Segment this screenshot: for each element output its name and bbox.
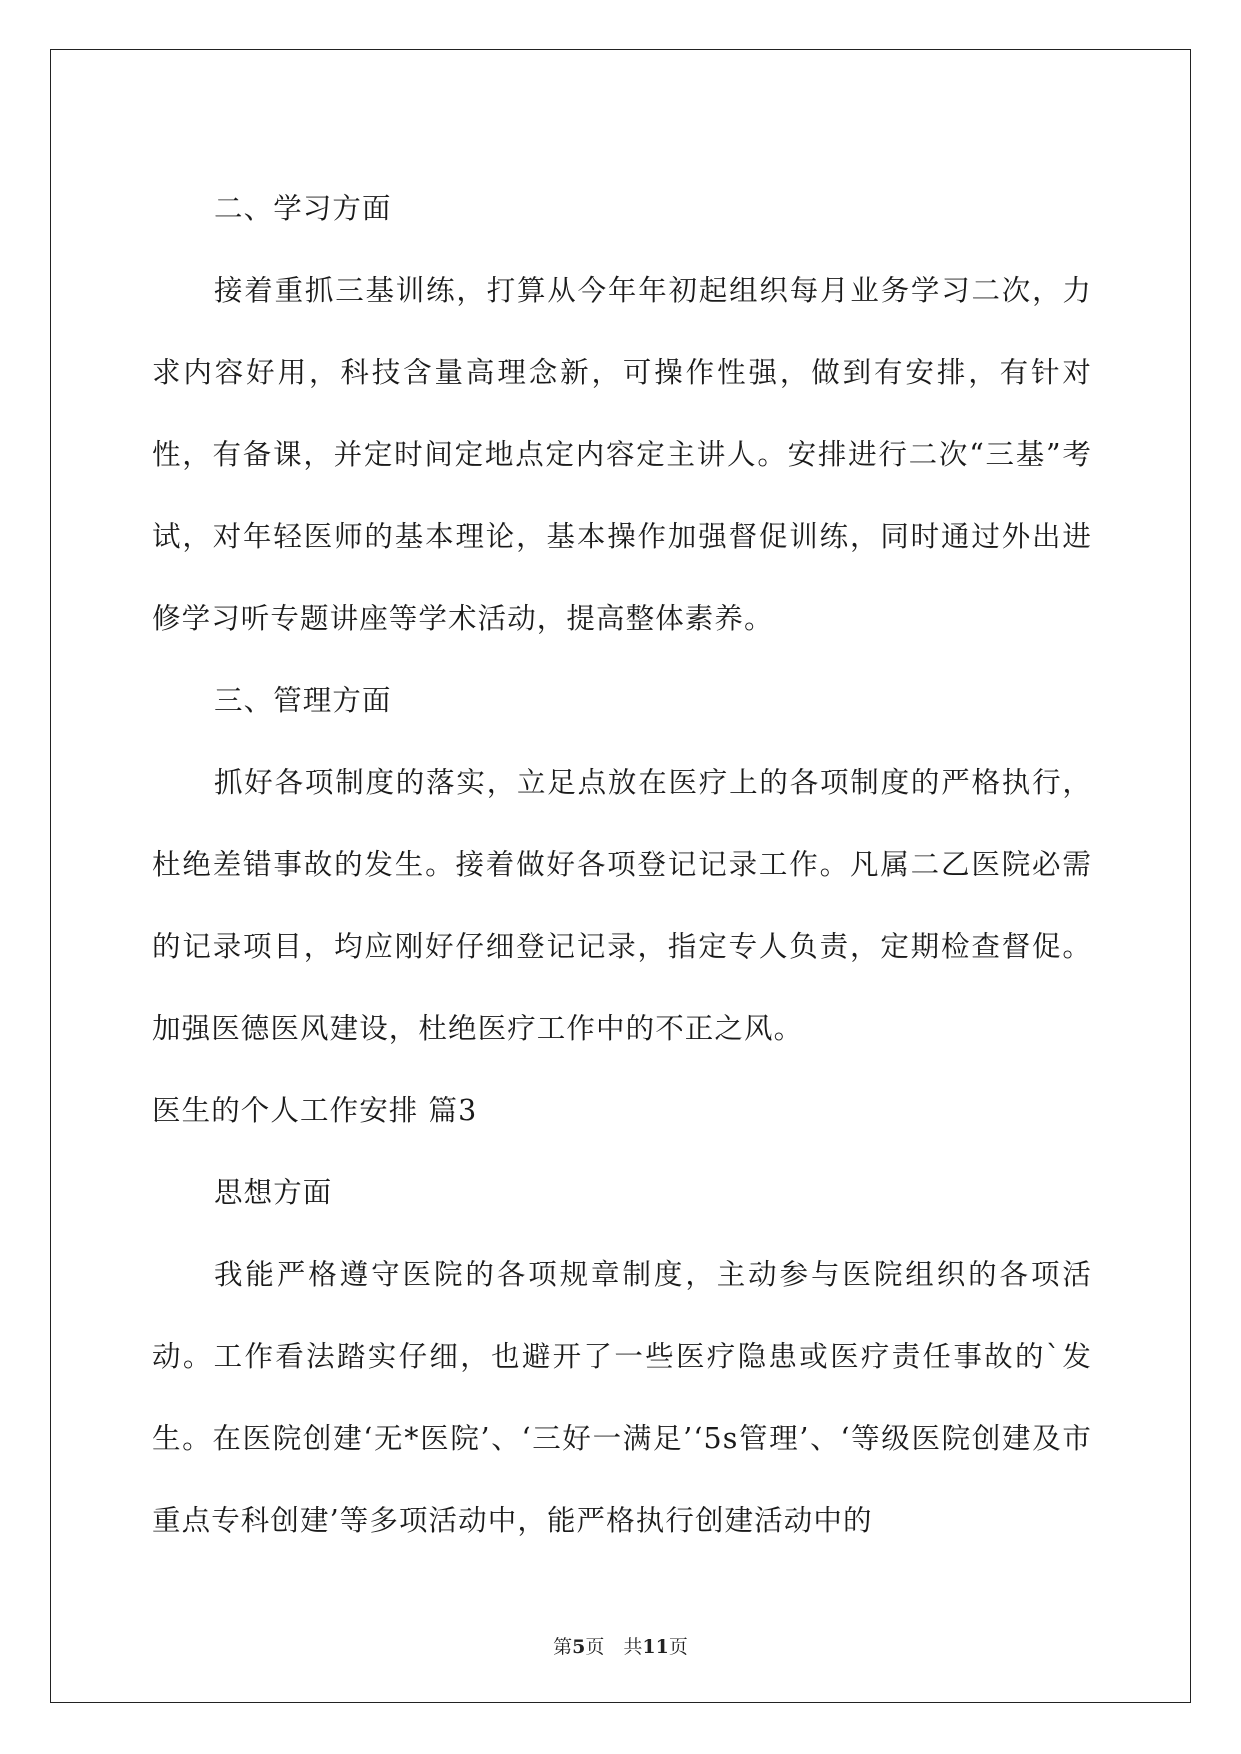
paragraph-study: 接着重抓三基训练，打算从今年年初起组织每月业务学习二次，力求内容好用，科技含量高理念新，可操作性强，做到有安排，有针对性，有备课，并定时间定地点定内容定主讲人。安排进行二次“三基”考试，对年轻医师的基本理论，基本操作加强督促训练，同时通过外出进修学习听专题讲座等学术活动，提高整体素养。 — [152, 274, 1092, 635]
footer-mid: 页 共 — [585, 1636, 643, 1658]
footer-prefix: 第 — [553, 1636, 573, 1658]
section-title: 医生的个人工作安排 篇3 — [152, 1094, 478, 1127]
subheading-study: 二、学习方面 — [214, 192, 392, 225]
footer-page-number: 5 — [572, 1636, 586, 1658]
footer-suffix: 页 — [668, 1636, 688, 1658]
page-footer — [0, 1632, 1241, 1659]
paragraph-management: 抓好各项制度的落实，立足点放在医疗上的各项制度的严格执行，杜绝差错事故的发生。接着做好各项登记记录工作。凡属二乙医院必需的记录项目，均应刚好仔细登记记录，指定专人负责，定期检查督促。加强医德医风建设，杜绝医疗工作中的不正之风。 — [152, 766, 1092, 1045]
paragraph-thought: 我能严格遵守医院的各项规章制度，主动参与医院组织的各项活动。工作看法踏实仔细，也避开了一些医疗隐患或医疗责任事故的`发生。在医院创建‘无*医院’、‘三好一满足’‘5s管理’、‘等级医院创建及市重点专科创建’等多项活动中，能严格执行创建活动中的 — [152, 1258, 1092, 1537]
footer-total-pages: 11 — [642, 1636, 669, 1658]
document-body — [152, 168, 1092, 1562]
subheading-thought: 思想方面 — [214, 1176, 333, 1209]
subheading-management: 三、管理方面 — [214, 684, 392, 717]
